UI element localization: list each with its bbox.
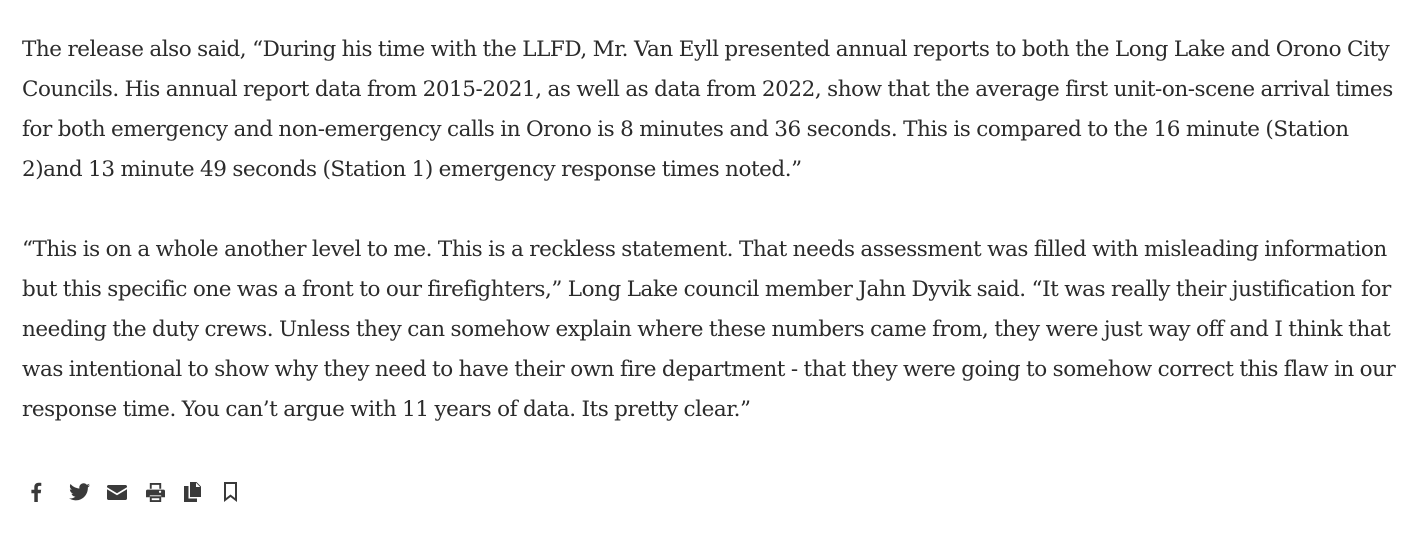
facebook-icon — [30, 482, 42, 502]
bookmark-button[interactable] — [223, 478, 262, 506]
share-email-button[interactable] — [107, 478, 146, 506]
copy-icon — [184, 482, 201, 502]
print-button[interactable] — [146, 478, 185, 506]
print-icon — [146, 483, 165, 502]
copy-link-button[interactable] — [184, 478, 223, 506]
article-body — [22, 30, 1402, 470]
email-icon — [107, 485, 127, 500]
article-paragraph: “This is on a whole another level to me. This is a reckless statement. That needs assessment was filled with misleading information but this specific one was a front to our firefighters,” Long Lake council member Jahn Dyvik said. “It was really their justification for needing the duty crews. Unless they can somehow explain where these numbers came from, they were just way off and I think that was intentional to show why they need to have their own fire department - that they were going to somehow correct this flaw in our response time. You can’t argue with 11 years of data. Its pretty clear.” — [22, 237, 1396, 422]
share-toolbar — [30, 478, 262, 506]
article-paragraph: The release also said, “During his time with the LLFD, Mr. Van Eyll presented annual reports to both the Long Lake and Orono City Councils. His annual report data from 2015-2021, as well as data from 2022, show that the average first unit-on-scene arrival times for both emergency and non-emergency calls in Orono is 8 minutes and 36 seconds. This is compared to the 16 minute (Station 2)and 13 minute 49 seconds (Station 1) emergency response times noted.” — [22, 37, 1393, 182]
share-twitter-button[interactable] — [69, 478, 108, 506]
bookmark-icon — [223, 482, 238, 502]
share-facebook-button[interactable] — [30, 478, 69, 506]
twitter-icon — [69, 483, 90, 501]
